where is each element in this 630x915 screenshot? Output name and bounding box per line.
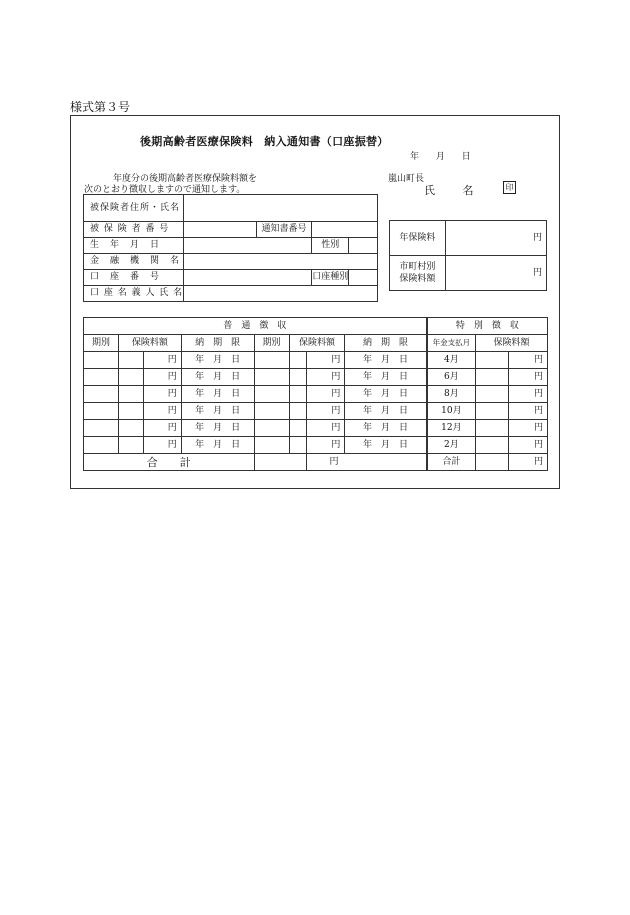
period-cell <box>84 369 119 386</box>
account-type-label: 口座種別 <box>312 270 349 286</box>
form-number-label: 様式第３号 <box>70 100 131 114</box>
period-cell <box>254 437 289 454</box>
total-yen-unit: 円 <box>329 456 339 467</box>
gender-value <box>349 238 378 254</box>
account-holder-label: 口 座 名 義 人 氏 名 <box>84 286 184 302</box>
table-row <box>84 420 548 437</box>
account-number-value <box>184 270 312 286</box>
period-cell <box>84 386 119 403</box>
gender-label: 性別 <box>312 238 349 254</box>
yen-unit: 円 <box>509 386 548 403</box>
account-number-label: 口 座 番 号 <box>84 270 184 286</box>
table-row <box>84 222 378 238</box>
pension-month-cell: 6月 <box>427 369 476 386</box>
deadline-cell: 年 月 日 <box>181 352 254 369</box>
yen-unit: 円 <box>307 386 345 403</box>
period-cell <box>84 420 119 437</box>
issue-date: 年 月 日 <box>410 152 471 162</box>
bank-label: 金 融 機 関 名 <box>84 254 184 270</box>
deadline-cell: 年 月 日 <box>181 437 254 454</box>
yen-unit: 円 <box>509 369 548 386</box>
yen-unit: 円 <box>307 437 345 454</box>
deadline-cell: 年 月 日 <box>345 352 427 369</box>
table-row <box>390 256 547 291</box>
table-row <box>84 286 378 302</box>
table-row <box>84 195 378 222</box>
table-row <box>84 403 548 420</box>
amount-cell <box>476 386 509 403</box>
deadline-cell: 年 月 日 <box>345 403 427 420</box>
yen-unit: 円 <box>509 420 548 437</box>
table-row <box>84 437 548 454</box>
period-cell <box>84 352 119 369</box>
mayor-name: 氏 名 <box>424 184 474 197</box>
yen-unit: 円 <box>143 386 181 403</box>
yen-unit: 円 <box>509 352 548 369</box>
amount-cell <box>476 420 509 437</box>
amount-cell <box>118 420 143 437</box>
seal-mark: 印 <box>503 181 516 194</box>
amount-cell <box>118 352 143 369</box>
annual-fee-label: 年保険料 <box>390 221 446 256</box>
intro-text-line-1: 年度分の後期高齢者医療保険料額を <box>113 174 258 184</box>
period-cell <box>254 386 289 403</box>
deadline-cell: 年 月 日 <box>181 403 254 420</box>
period-cell <box>254 352 289 369</box>
deadline-cell: 年 月 日 <box>181 386 254 403</box>
birthdate-label: 生 年 月 日 <box>84 238 184 254</box>
notice-number-label: 通知書番号 <box>256 222 312 238</box>
table-row <box>84 238 378 254</box>
period-cell <box>84 403 119 420</box>
municipal-fee-label-line-2: 保険料額 <box>399 273 436 284</box>
bank-value <box>184 254 378 270</box>
special-total-label: 合計 <box>427 454 476 471</box>
total-label: 合 計 <box>84 454 255 471</box>
special-total-unit: 円 <box>509 454 548 471</box>
col-period-2: 期別 <box>254 335 289 352</box>
deadline-cell: 年 月 日 <box>345 386 427 403</box>
amount-cell <box>289 420 307 437</box>
yen-unit: 円 <box>509 437 548 454</box>
pension-month-cell: 8月 <box>427 386 476 403</box>
amount-cell <box>289 369 307 386</box>
table-row <box>84 369 548 386</box>
municipal-fee-label <box>390 256 446 291</box>
pension-month-cell: 12月 <box>427 420 476 437</box>
period-cell <box>254 369 289 386</box>
amount-cell <box>289 352 307 369</box>
deadline-cell: 年 月 日 <box>345 420 427 437</box>
table-row <box>84 352 548 369</box>
amount-cell <box>118 403 143 420</box>
col-deadline-1: 納 期 限 <box>181 335 254 352</box>
notice-number-value <box>312 222 378 238</box>
special-collection-header: 特 別 徴 収 <box>427 318 548 335</box>
yen-unit: 円 <box>307 369 345 386</box>
amount-cell <box>118 437 143 454</box>
insured-number-label: 被 保 険 者 番 号 <box>84 222 184 238</box>
col-deadline-2: 納 期 限 <box>345 335 427 352</box>
insured-info-table <box>83 194 378 302</box>
annual-fee-unit: 円 <box>445 221 546 256</box>
birthdate-value <box>184 238 312 254</box>
address-name-value <box>184 195 378 222</box>
col-amount-2: 保険料額 <box>289 335 345 352</box>
table-row <box>84 254 378 270</box>
insured-number-value <box>184 222 257 238</box>
amount-cell <box>118 369 143 386</box>
amount-cell <box>476 437 509 454</box>
municipal-fee-unit: 円 <box>445 256 546 291</box>
pension-month-cell: 4月 <box>427 352 476 369</box>
yen-unit: 円 <box>143 352 181 369</box>
pension-month-cell: 2月 <box>427 437 476 454</box>
table-row <box>84 386 548 403</box>
yen-unit: 円 <box>143 403 181 420</box>
amount-cell <box>476 403 509 420</box>
period-cell <box>254 403 289 420</box>
account-type-value <box>349 270 378 286</box>
account-holder-value <box>184 286 378 302</box>
deadline-cell: 年 月 日 <box>345 369 427 386</box>
col-period-1: 期別 <box>84 335 119 352</box>
amount-cell <box>118 386 143 403</box>
col-amount-1: 保険料額 <box>118 335 181 352</box>
ordinary-collection-header: 普 通 徴 収 <box>84 318 427 335</box>
amount-cell <box>476 352 509 369</box>
amount-cell <box>476 369 509 386</box>
pension-month-cell: 10月 <box>427 403 476 420</box>
payment-schedule-table <box>83 317 548 471</box>
col-amount-3: 保険料額 <box>476 335 548 352</box>
mayor-title: 嵐山町長 <box>388 174 425 184</box>
special-total-amount-cell <box>476 454 509 471</box>
amount-cell <box>289 386 307 403</box>
deadline-cell: 年 月 日 <box>345 437 427 454</box>
table-row <box>84 335 548 352</box>
address-name-label: 被保険者住所・氏名 <box>84 195 184 222</box>
document-title: 後期高齢者医療保険料 納入通知書（口座振替） <box>140 135 389 148</box>
amount-cell <box>289 403 307 420</box>
total-unit <box>307 454 427 471</box>
table-row <box>84 270 378 286</box>
municipal-fee-label-line-1: 市町村別 <box>399 261 436 272</box>
period-cell <box>84 437 119 454</box>
yen-unit: 円 <box>143 420 181 437</box>
fee-summary-table <box>389 220 547 291</box>
table-row <box>84 454 548 471</box>
period-cell <box>254 420 289 437</box>
intro-text-line-2: 次のとおり徴収しますので通知します。 <box>84 185 246 195</box>
amount-cell <box>289 437 307 454</box>
yen-unit: 円 <box>307 420 345 437</box>
col-pension-month: 年金支払月 <box>427 335 476 352</box>
yen-unit: 円 <box>143 437 181 454</box>
deadline-cell: 年 月 日 <box>181 369 254 386</box>
table-row <box>84 318 548 335</box>
yen-unit: 円 <box>307 352 345 369</box>
yen-unit: 円 <box>509 403 548 420</box>
total-amount-cell <box>254 454 307 471</box>
table-row <box>390 221 547 256</box>
deadline-cell: 年 月 日 <box>181 420 254 437</box>
yen-unit: 円 <box>307 403 345 420</box>
yen-unit: 円 <box>143 369 181 386</box>
